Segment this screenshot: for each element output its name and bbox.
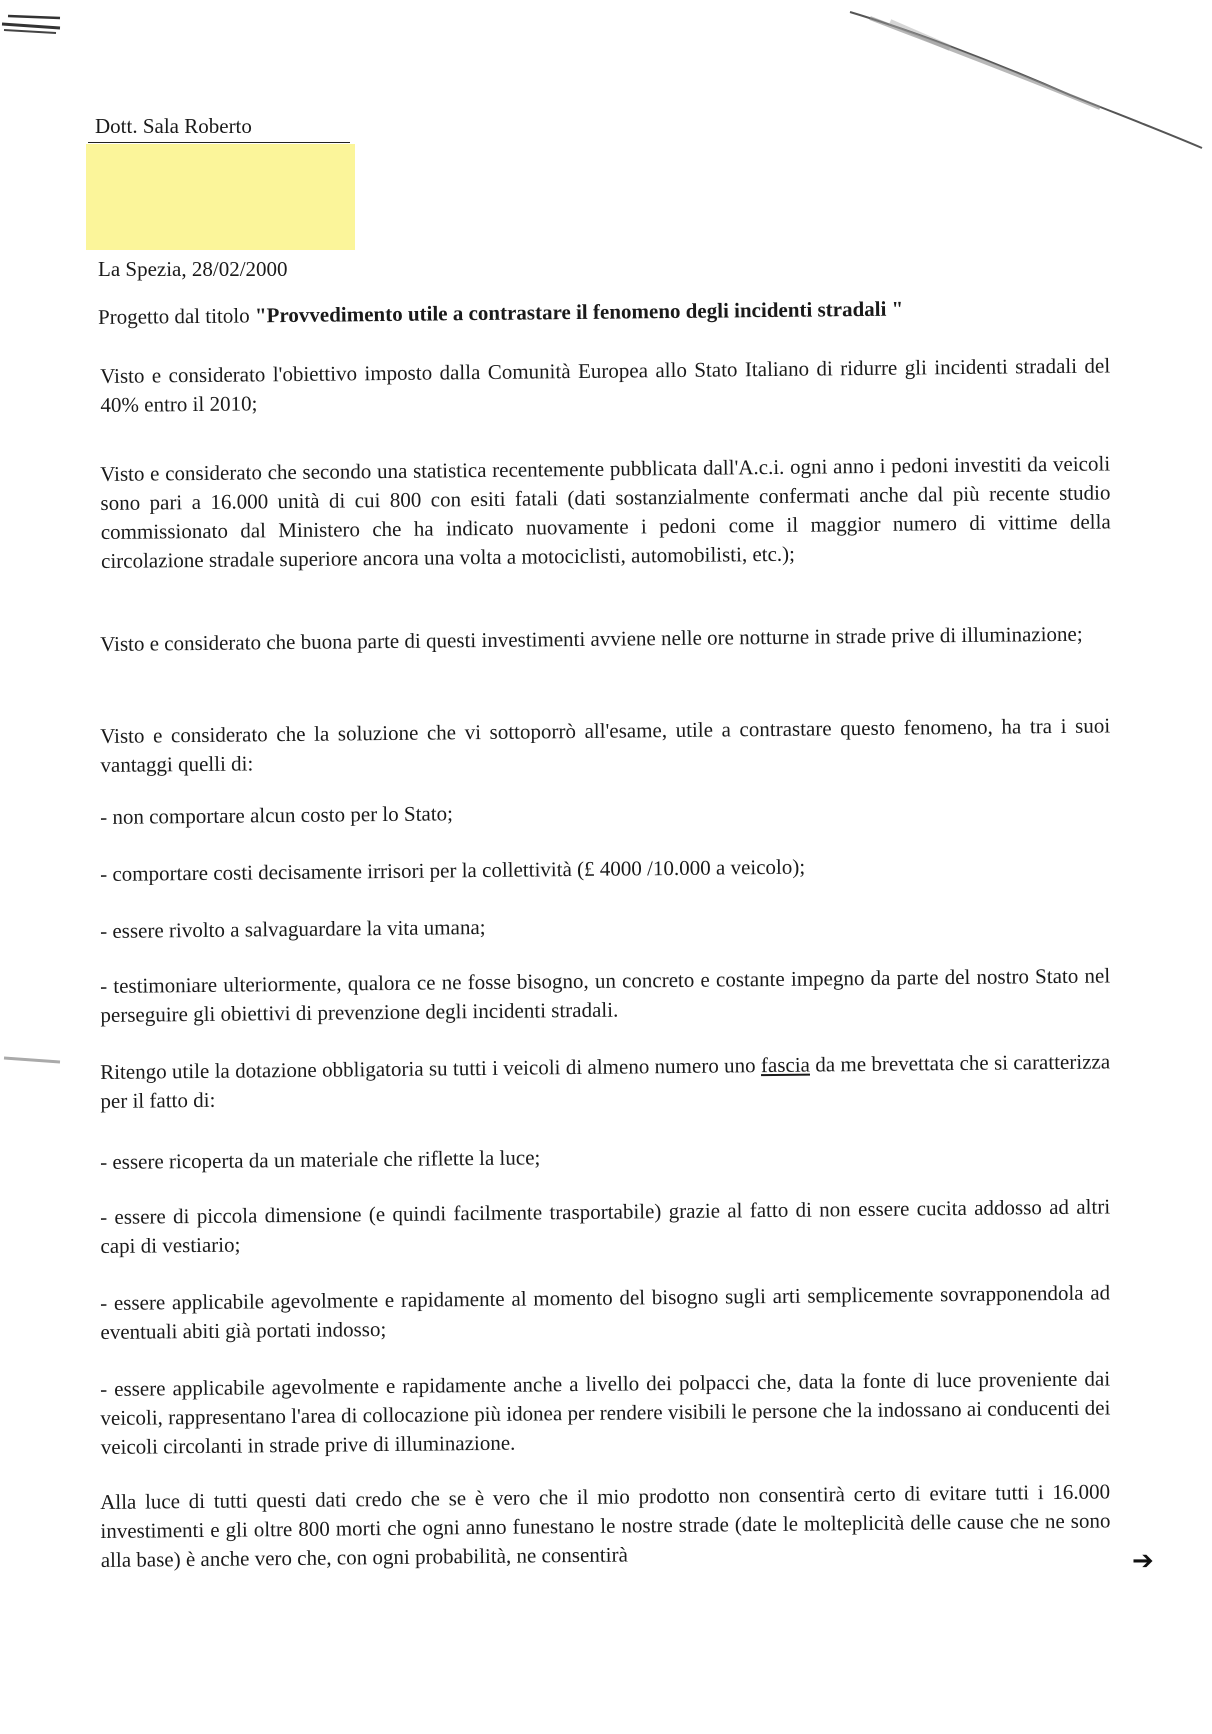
paragraph-text: Visto e considerato l'obiettivo imposto dalla Comunità Europea allo Stato Italiano di ridurre gli incidenti stradali del 40% entro il 2010; (100, 353, 1111, 417)
project-title (98, 297, 904, 330)
list-item: - essere applicabile agevolmente e rapidamente anche a livello dei polpacci che, data la fonte di luce proveniente dai veicoli, rappresentano l'area di collocazione più idonea per rendere visibili le persone che la indossano ai conducenti dei veicoli circolanti in strade prive di illuminazione. (100, 1366, 1111, 1459)
project-title-bold: "Provvedimento utile a contrastare il fenomeno degli incidenti stradali " (254, 296, 904, 328)
feature-item-2 (100, 1192, 1111, 1261)
proposal-paragraph (100, 1047, 1111, 1116)
scan-artifact-top-right-fold (830, 0, 1212, 160)
paragraph-3 (100, 619, 1110, 659)
place-date: La Spezia, 28/02/2000 (98, 257, 288, 281)
paragraph-text: Visto e considerato che buona parte di questi investimenti avviene nelle ore notturne in strade prive di illuminazione; (100, 621, 1083, 656)
proposal-text-after: da me brevettata che si caratterizza per il fatto di: (100, 1049, 1111, 1113)
list-item: - comportare costi decisamente irrisori per la collettività (£ 4000 /10.000 a veicolo); (100, 854, 806, 886)
advantage-item-4 (100, 961, 1111, 1030)
scan-artifact-top-left (0, 0, 80, 50)
list-item: - essere rivolto a salvaguardare la vita umana; (100, 914, 486, 943)
sender-name: Dott. Sala Roberto (95, 114, 252, 138)
conclusion-text: Alla luce di tutti questi dati credo che se è vero che il mio prodotto non consentirà certo di evitare tutti i 16.000 investimenti e gli oltre 800 morti che ogni anno funestano le nostre strade (date le molteplicità delle cause che ne sono alla base) è anche vero che, con ogni probabilità, ne consentirà (100, 1479, 1111, 1572)
advantage-item-1 (100, 792, 1110, 832)
paragraph-text: Visto e considerato che secondo una statistica recentemente pubblicata dall'A.c.i. ogni anno i pedoni investiti da veicoli sono pari a 16.000 unità di cui 800 con esiti fatali (dati sostanzialmente confermati anche dal più recente studio commissionato dal Ministero che ha indicato nuovamente i pedoni come il maggior numero di vittime della circolazione stradale superiore ancora una volta a motociclisti, automobilisti, etc.); (100, 451, 1111, 573)
proposal-text (100, 1047, 1111, 1116)
paragraph-4 (100, 711, 1111, 780)
proposal-underlined-word: fascia (760, 1052, 811, 1078)
feature-item-4 (100, 1364, 1111, 1462)
paragraph-1 (100, 351, 1111, 420)
proposal-text-before: Ritengo utile la dotazione obbligatoria su tutti i veicoli di almeno numero uno (100, 1053, 762, 1084)
advantage-item-3 (100, 906, 1110, 946)
list-item: - essere ricoperta da un materiale che riflette la luce; (100, 1145, 541, 1174)
feature-item-1 (100, 1137, 1110, 1177)
list-item: - non comportare alcun costo per lo Stato; (100, 801, 454, 829)
paragraph-text: Visto e considerato che la soluzione che vi sottoporrò all'esame, utile a contrastare questo fenomeno, ha tra i suoi vantaggi quelli di: (100, 713, 1111, 777)
redacted-address-block (86, 144, 355, 250)
scan-artifact-left-edge (0, 1050, 70, 1070)
project-title-prefix: Progetto dal titolo (97, 303, 256, 329)
feature-item-3 (100, 1278, 1111, 1347)
conclusion-paragraph (100, 1477, 1111, 1575)
continue-arrow-icon: ➔ (1132, 1546, 1154, 1576)
advantage-item-2 (100, 849, 1110, 889)
paragraph-2 (100, 449, 1111, 576)
header-underline (88, 142, 350, 143)
list-item: - essere di piccola dimensione (e quindi facilmente trasportabile) grazie al fatto di non essere cucita addosso ad altri capi di vestiario; (100, 1194, 1111, 1258)
list-item: - testimoniare ulteriormente, qualora ce ne fosse bisogno, un concreto e costante impegno da parte del nostro Stato nel perseguire gli obiettivi di prevenzione degli incidenti stradali. (100, 963, 1111, 1027)
list-item: - essere applicabile agevolmente e rapidamente al momento del bisogno sugli arti semplicemente sovrapponendola ad eventuali abiti già portati indosso; (100, 1280, 1111, 1344)
